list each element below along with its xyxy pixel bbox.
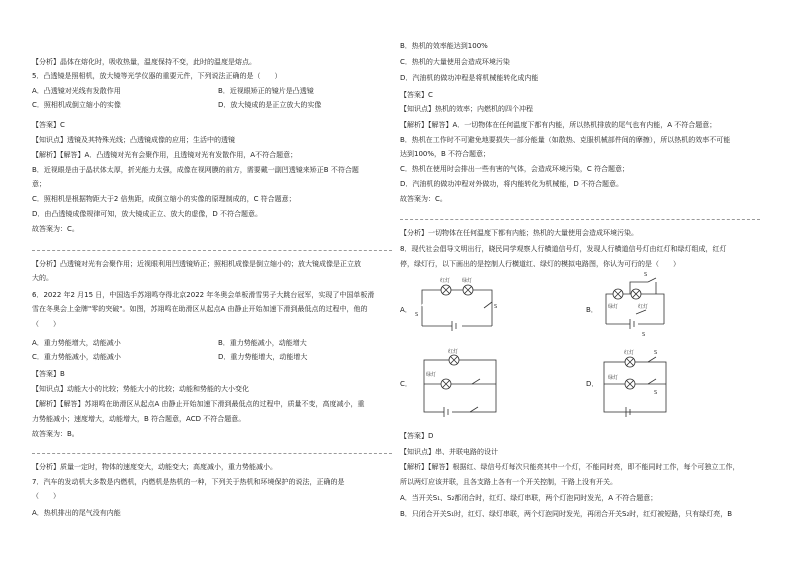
circuit-c-diagram <box>416 348 502 422</box>
red-lamp-label: 红灯 <box>448 349 459 355</box>
question-8-stem-2: 停，绿灯行，以下画出的是控制人行横道红、绿灯的模拟电路图，你认为可行的是（ ） <box>400 260 680 268</box>
q6-analysis: 【分析】质量一定时，物体的速度变大，动能变大；高度减小，重力势能减小。 <box>32 463 277 471</box>
q5-solution-line-2: B．近视眼是由于晶状体太厚，折光能力太强，成像在视网膜的前方，需要戴一副凹透镜来矫正B 不符合题 <box>32 166 359 174</box>
q6-option-c: C．重力势能减小，动能减小 <box>32 353 121 361</box>
question-6-stem-3: （ ） <box>32 320 60 328</box>
question-5-stem: 5．凸透镜是照相机，放大镜等光学仪器的重要元件，下列说法正确的是（ ） <box>32 72 282 80</box>
q6-option-d: D．重力势能增大，动能增大 <box>218 353 308 361</box>
q5-option-b: B．近视眼矫正的镜片是凸透镜 <box>218 87 314 95</box>
q8-option-c-label: C． <box>400 380 412 388</box>
q7-knowledge: 【知识点】热机的效率；内燃机的四个冲程 <box>400 105 533 113</box>
green-lamp-label: 绿灯 <box>608 304 619 310</box>
q7-final-answer: 故答案为：C。 <box>400 195 447 203</box>
green-lamp-label: 绿灯 <box>426 372 437 378</box>
q6-solution-line-1: 【解析】【解答】苏翊鸣在助滑区从起点A 由静止开始加速下滑到最低点的过程中，质量不变，高度减小，重 <box>32 400 365 408</box>
q7-solution-line-2: B．热机在工作时不可避免地要损失一部分能量（如散热、克服机械部件间的摩擦），所以热机的效率不可能 <box>400 136 731 144</box>
red-lamp-label: 红灯 <box>440 278 451 284</box>
q8-answer: 【答案】D <box>400 432 434 440</box>
q7-option-a: A．热机排出的尾气没有内能 <box>32 509 121 517</box>
analysis-q4: 【分析】晶体在熔化时，吸收热量，温度保持不变，此时的温度是熔点。 <box>32 58 256 66</box>
q7-option-b: B．热机的效率能达到100% <box>400 42 488 50</box>
q5-answer: 【答案】C <box>32 121 65 129</box>
red-lamp-label: 红灯 <box>638 304 649 310</box>
question-7-stem-2: （ ） <box>32 492 60 500</box>
q8-solution-line-1: 【解析】【解答】根据红、绿信号灯每次只能亮其中一个灯，不能同时亮，即不能同时工作，每个可独立工作， <box>400 463 740 471</box>
green-lamp-label: 绿灯 <box>608 375 619 381</box>
svg-text:S: S <box>654 350 658 356</box>
q8-option-a-label: A． <box>400 306 412 314</box>
q8-solution-line-2: 所以两灯应该并联，且各支路上各有一个开关控制，干路上没有开关。 <box>400 478 617 486</box>
q7-solution-line-3: 达到100%，B 不符合题意； <box>400 150 491 158</box>
q7-solution-line-4: C．热机在使用时会排出一些有害的气体，会造成环境污染，C 符合题意； <box>400 165 629 173</box>
q5-solution-line-5: D．由凸透镜成像规律可知，放大镜成正立、放大的虚像，D 不符合题意。 <box>32 210 263 218</box>
q7-option-c: C．热机的大量使用会造成环境污染 <box>400 58 510 66</box>
divider <box>400 219 760 220</box>
question-7-stem-1: 7．汽车的发动机大多数是内燃机，内燃机是热机的一种，下列关于热机和环境保护的说法，正确的是 <box>32 478 345 486</box>
q5-analysis-line-2: 大的。 <box>32 274 53 282</box>
divider <box>32 250 392 251</box>
q7-option-d: D．汽油机的做功冲程是将机械能转化成内能 <box>400 74 539 82</box>
q6-final-answer: 故答案为：B。 <box>32 430 79 438</box>
svg-text:S: S <box>644 272 648 278</box>
q7-solution-line-1: 【解析】【解答】A．一切物体在任何温度下都有内能，所以热机排放的尾气也有内能，A 不符合题意； <box>400 121 717 129</box>
q7-solution-line-5: D．汽油机的做功冲程对外做功，将内能转化为机械能，D 不符合题意。 <box>400 180 624 188</box>
q5-option-c: C．照相机成倒立缩小的实像 <box>32 101 121 109</box>
q6-knowledge: 【知识点】动能大小的比较；势能大小的比较；动能和势能的大小变化 <box>32 385 249 393</box>
left-column <box>32 0 392 562</box>
right-column <box>400 0 762 562</box>
q6-option-b: B．重力势能减小，动能增大 <box>218 339 307 347</box>
divider <box>32 453 392 454</box>
q8-solution-line-4: B．只闭合开关S₁时，红灯、绿灯串联，两个灯泡同时发光，再闭合开关S₂时，红灯被短路，只有绿灯亮，B <box>400 510 733 518</box>
q5-analysis-line-1: 【分析】凸透镜对光有会聚作用；近视眼利用凹透镜矫正；照相机成像是倒立缩小的；放大镜成像是正立放 <box>32 260 361 268</box>
q5-solution-line-1: 【解析】【解答】A．凸透镜对光有会聚作用，且透镜对光有发散作用，A不符合题意； <box>32 151 298 159</box>
question-6-stem-2: 雪在冬奥会上金牌"零的突破"。如图，苏翊鸣在助滑区从起点A 由静止开始加速下滑到最低点的过程中，他的 <box>32 305 368 313</box>
circuit-b-diagram <box>596 272 672 338</box>
question-6-stem-1: 6．2022 年2 月15 日，中国选手苏翊鸣夺得北京2022 年冬奥会单板滑雪男子大跳台冠军，实现了中国单板滑 <box>32 291 375 299</box>
q6-option-a: A．重力势能增大，动能减小 <box>32 339 121 347</box>
svg-text:S: S <box>415 312 419 318</box>
q7-analysis: 【分析】一切物体在任何温度下都有内能；热机的大量使用会造成环境污染。 <box>400 229 638 237</box>
red-lamp-label: 红灯 <box>624 350 635 356</box>
q8-knowledge: 【知识点】串、并联电路的设计 <box>400 448 498 456</box>
q5-final-answer: 故答案为：C。 <box>32 225 79 233</box>
question-8-stem-1: 8．现代社会倡导文明出行，晓民同学观察人行横道信号灯，发现人行横道信号灯由红灯和绿灯组成，红灯 <box>400 245 727 253</box>
q8-option-d-label: D． <box>586 380 599 388</box>
svg-text:S: S <box>494 304 498 310</box>
q5-solution-line-3: 意； <box>32 180 46 188</box>
q5-knowledge: 【知识点】透镜及其特殊光线；凸透镜成像的应用；生活中的透镜 <box>32 136 235 144</box>
q8-solution-line-3: A．当开关S₁、S₂都闭合时，红灯、绿灯串联，两个灯泡同时发光，A 不符合题意； <box>400 494 658 502</box>
circuit-a-diagram <box>414 276 500 334</box>
svg-text:S: S <box>642 332 646 338</box>
q6-solution-line-2: 力势能减小；速度增大，动能增大，B 符合题意，ACD 不符合题意。 <box>32 415 246 423</box>
q5-solution-line-4: C．照相机是根据物距大于2 倍焦距，成倒立缩小的实像的原理制成的，C 符合题意； <box>32 195 296 203</box>
q5-option-a: A．凸透镜对光线有发散作用 <box>32 87 121 95</box>
q7-answer: 【答案】C <box>400 91 433 99</box>
q8-option-b-label: B． <box>586 306 598 314</box>
circuit-d-diagram <box>596 348 676 422</box>
q5-option-d: D．放大镜成的是正立放大的实像 <box>218 101 322 109</box>
svg-text:S: S <box>654 390 658 396</box>
q6-answer: 【答案】B <box>32 370 65 378</box>
green-lamp-label: 绿灯 <box>462 278 473 284</box>
